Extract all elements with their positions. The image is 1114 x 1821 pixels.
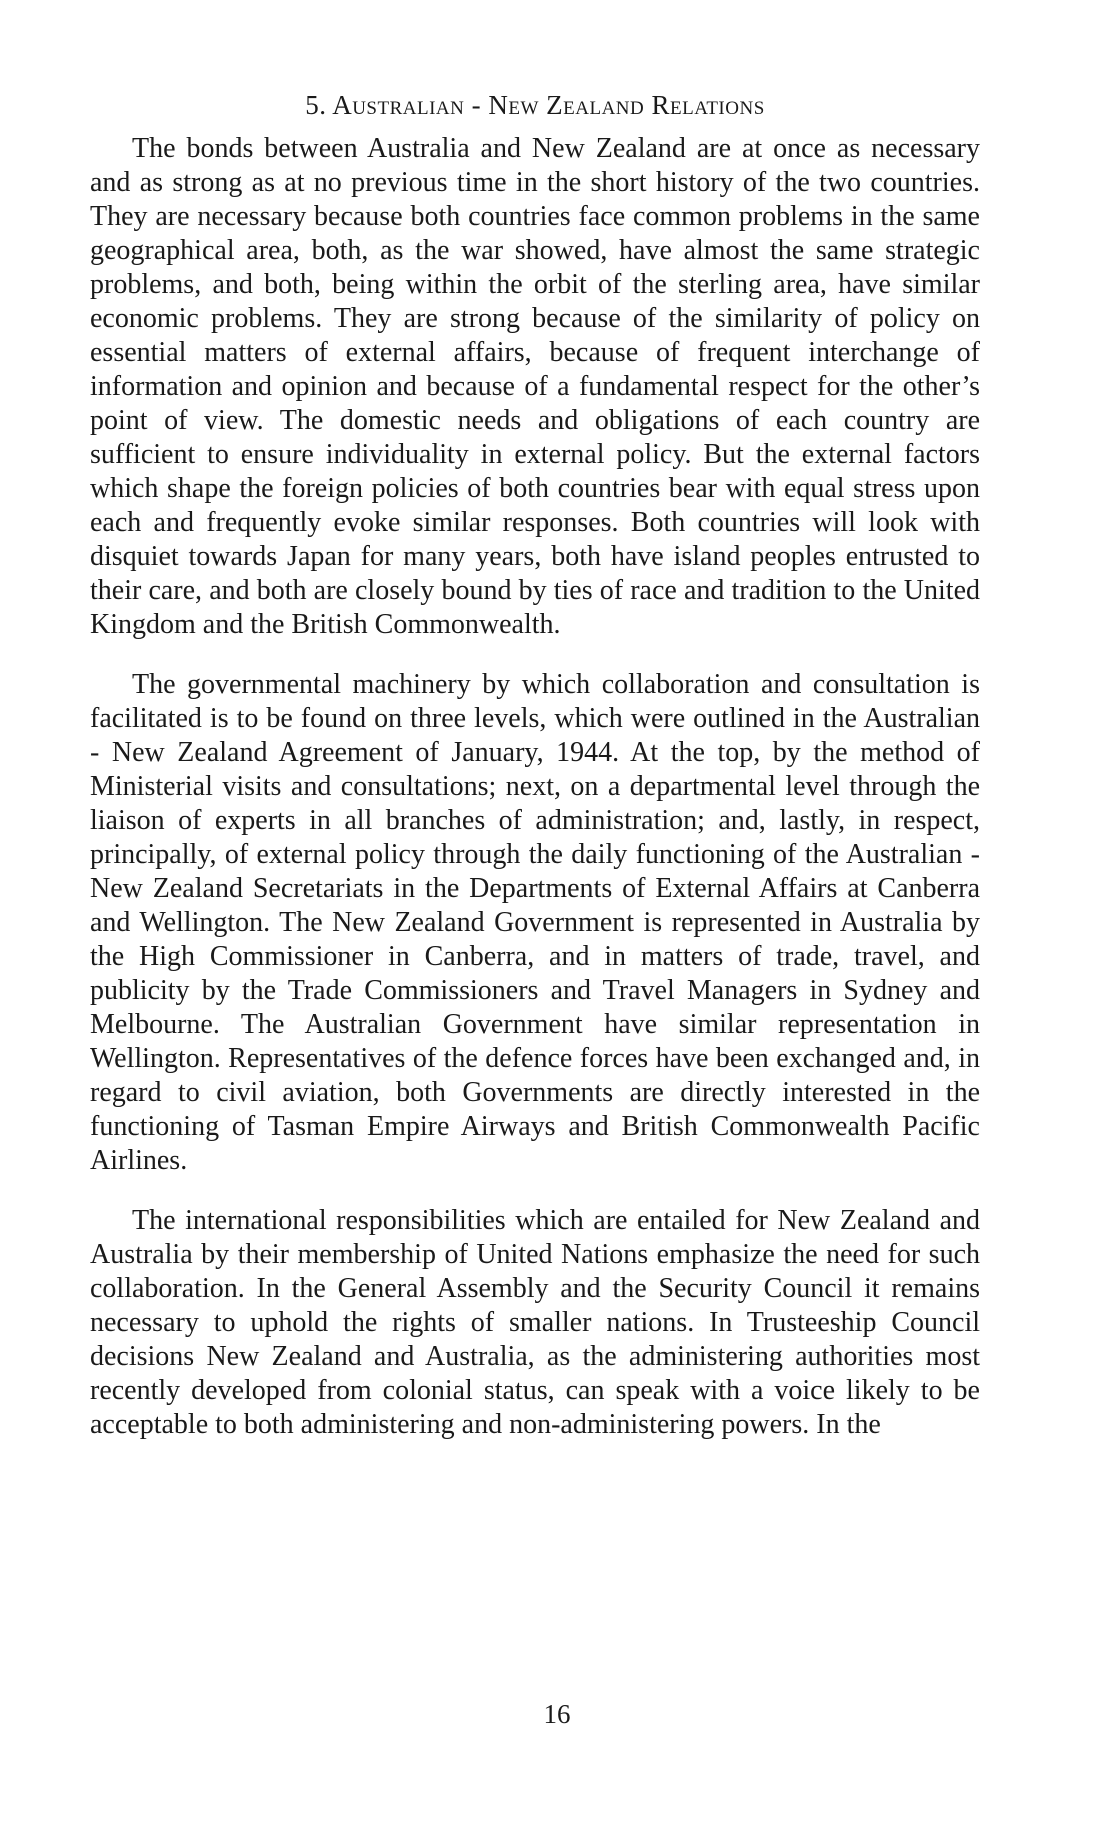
document-page <box>90 88 980 1468</box>
paragraph-international: The international responsibilities which are entailed for New Zealand and Australia by their membership of United Nations emphasize the need for such collaboration. In the General Assembly and the Security Council it remains necessary to uphold the rights of smaller nations. In Trusteeship Council decisions New Zealand and Australia, as the administering authorities most recently developed from colonial status, can speak with a voice likely to be acceptable to both administering and non-administering powers. In the <box>90 1205 980 1440</box>
paragraph-bonds: The bonds between Australia and New Zealand are at once as necessary and as strong as at no previous time in the short history of the two countries. They are necessary because both countries face common problems in the same geographical area, both, as the war showed, have almost the same strategic problems, and both, being within the orbit of the sterling area, have similar economic problems. They are strong because of the similarity of policy on essential matters of external affairs, because of frequent interchange of information and opinion and because of a fundamental respect for the other’s point of view. The domestic needs and obligations of each country are sufficient to ensure individuality in external policy. But the external factors which shape the foreign policies of both countries bear with equal stress upon each and frequently evoke similar responses. Both countries will look with disquiet towards Japan for many years, both have island peoples entrusted to their care, and both are closely bound by ties of race and tradition to the United Kingdom and the British Commonwealth. <box>90 133 980 640</box>
section-heading: 5. Australian - New Zealand Relations <box>305 90 765 120</box>
page-number: 16 <box>543 1699 571 1729</box>
paragraph-machinery: The governmental machinery by which collaboration and consultation is facilitated is to be found on three levels, which were outlined in the Australian - New Zealand Agreement of January, 1944. At the top, by the method of Ministerial visits and consultations; next, on a departmental level through the liaison of experts in all branches of administration; and, lastly, in respect, principally, of external policy through the daily functioning of the Australian - New Zealand Secretariats in the Departments of External Affairs at Canberra and Wellington. The New Zealand Government is represented in Australia by the High Commissioner in Canberra, and in matters of trade, travel, and publicity by the Trade Commissioners and Travel Managers in Sydney and Melbourne. The Australian Government have similar representation in Wellington. Representatives of the defence forces have been exchanged and, in regard to civil aviation, both Governments are directly interested in the functioning of Tasman Empire Airways and British Commonwealth Pacific Airlines. <box>90 669 980 1176</box>
